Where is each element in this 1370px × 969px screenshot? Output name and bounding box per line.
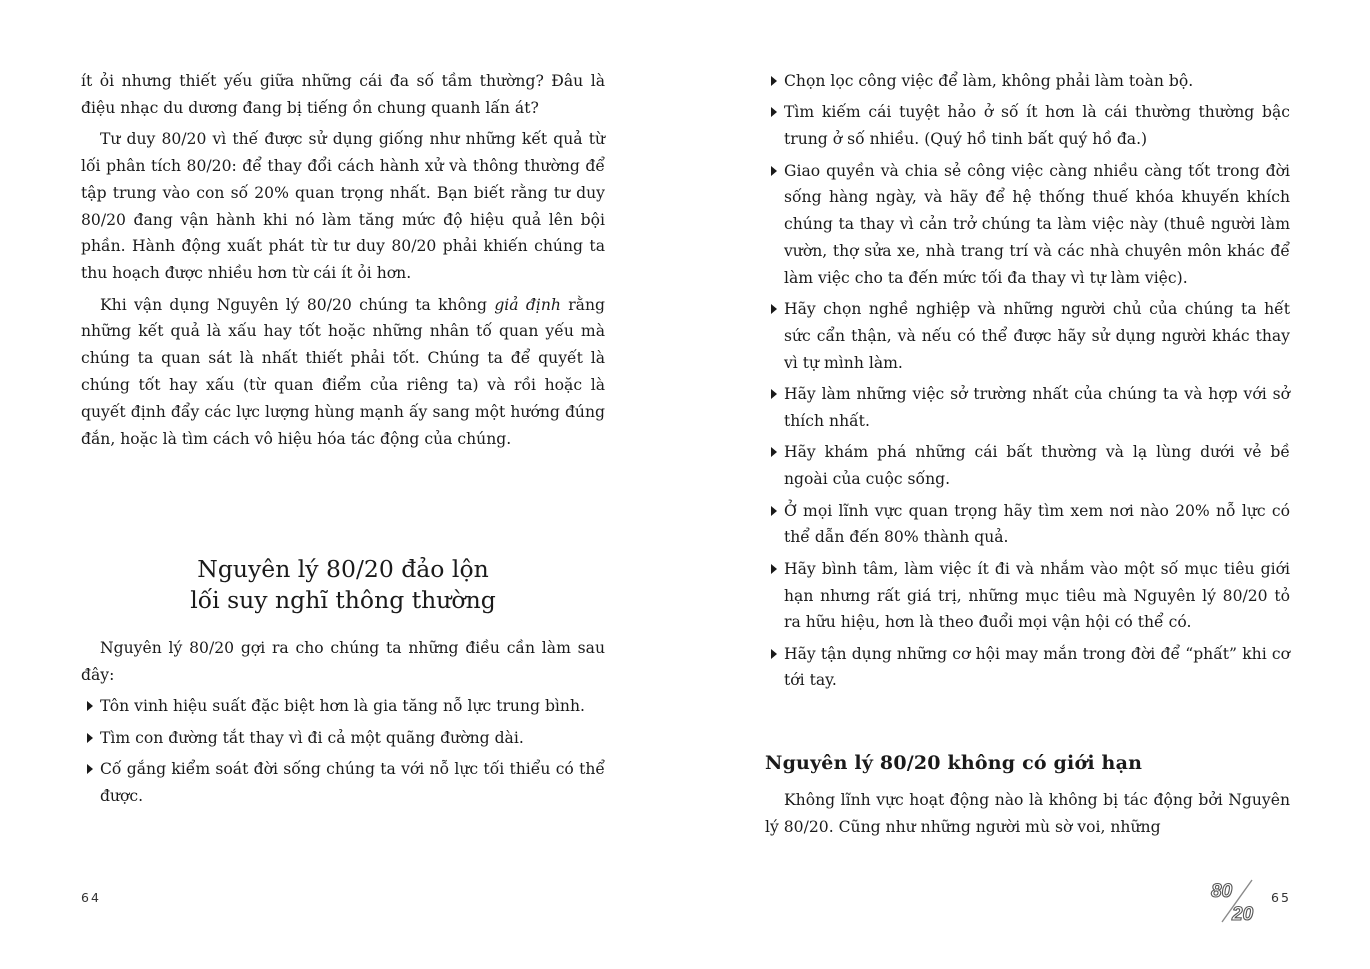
bullet-text: Hãy chọn nghề nghiệp và những người chủ của chúng ta hết sức cẩn thận, và nếu có thể được hãy sử dụng người khác thay vì tự mình làm.	[784, 300, 1290, 372]
triangle-bullet-icon	[771, 107, 777, 117]
paragraph-3-start: Khi vận dụng Nguyên lý 80/20 chúng ta không	[100, 295, 495, 314]
paragraph-3-emphasis: giả định	[494, 295, 561, 314]
intro-paragraph: Nguyên lý 80/20 gợi ra cho chúng ta những điều cần làm sau đây:	[81, 639, 605, 684]
bullet-item	[81, 693, 605, 720]
bullet-item	[765, 498, 1290, 552]
bullet-text: Hãy làm những việc sở trường nhất của chúng ta và hợp với sở thích nhất.	[784, 385, 1290, 430]
triangle-bullet-icon	[87, 701, 93, 711]
bullet-item	[81, 756, 605, 810]
right-bullet-list	[765, 68, 1290, 694]
bullet-item	[765, 381, 1290, 435]
left-top-text	[81, 68, 605, 452]
triangle-bullet-icon	[771, 166, 777, 176]
bullet-item	[765, 556, 1290, 636]
triangle-bullet-icon	[771, 506, 777, 516]
bullet-item	[765, 68, 1290, 95]
section-title-line-1: Nguyên lý 80/20 đảo lộn	[197, 555, 489, 583]
left-bottom-text	[81, 635, 605, 810]
triangle-bullet-icon	[87, 733, 93, 743]
paragraph-3	[81, 292, 605, 453]
bullet-text: Tìm kiếm cái tuyệt hảo ở số ít hơn là cái thường thường bậc trung ở số nhiều. (Quý hồ tinh bất quý hồ đa.)	[784, 103, 1290, 149]
triangle-bullet-icon	[771, 389, 777, 399]
triangle-bullet-icon	[771, 304, 777, 314]
paragraph-2: Tư duy 80/20 vì thế được sử dụng giống như những kết quả từ lối phân tích 80/20: để thay đổi cách hành xử và thông thường để tập trung vào con số 20% quan trọng nhất. Bạn biết rằng tư duy 80/20 đang vận hành khi nó làm tăng mức độ hiệu quả lên bội phần. Hành động xuất phát từ tư duy 80/20 phải khiến chúng ta thu hoạch được nhiều hơn từ cái ít ỏi hơn.	[81, 130, 605, 283]
bullet-text: Cố gắng kiểm soát đời sống chúng ta với nỗ lực tối thiểu có thể được.	[100, 759, 605, 805]
bullet-item	[765, 641, 1290, 695]
triangle-bullet-icon	[771, 564, 777, 574]
section-title-line-2: lối suy nghĩ thông thường	[190, 585, 496, 614]
triangle-bullet-icon	[771, 76, 777, 86]
page-number-left: 64	[81, 890, 101, 905]
bullet-item	[765, 296, 1290, 376]
paragraph-3-end: rằng những kết quả là xấu hay tốt hoặc những nhân tố quan yếu mà chúng ta quan sát là nhất thiết phải tốt. Chúng ta để quyết là chúng tốt hay xấu (từ quan điểm của riêng ta) và rồi hoặc là quyết định đẩy các lực lượng hùng mạnh ấy sang một hướng đúng đắn, hoặc là tìm cách vô hiệu hóa tác động của chúng.	[81, 295, 606, 448]
bullet-item	[765, 158, 1290, 292]
bullet-text: Chọn lọc công việc để làm, không phải làm toàn bộ.	[784, 72, 1194, 90]
bullet-text: Tìm con đường tắt thay vì đi cả một quãng đường dài.	[100, 728, 524, 747]
bullet-item	[765, 439, 1290, 493]
bullet-item	[765, 99, 1290, 153]
bullet-text: Hãy bình tâm, làm việc ít đi và nhắm vào một số mục tiêu giới hạn nhưng rất giá trị, những mục tiêu mà Nguyên lý 80/20 tỏ ra hữu hiệu, hơn là theo đuổi mọi vận hội có thể có.	[784, 559, 1290, 632]
subheading: Nguyên lý 80/20 không có giới hạn	[765, 752, 1143, 774]
logo-top-number: 80	[1211, 881, 1233, 902]
left-bullet-list	[81, 693, 605, 809]
right-bottom-text	[765, 787, 1290, 841]
logo-bottom-number: 20	[1232, 904, 1254, 924]
section-title	[81, 554, 605, 615]
triangle-bullet-icon	[771, 447, 777, 457]
book-logo-80-20	[1208, 878, 1264, 924]
page-number-right: 65	[1271, 890, 1291, 905]
bullet-text: Ở mọi lĩnh vực quan trọng hãy tìm xem nơi nào 20% nỗ lực có thể dẫn đến 80% thành quả.	[784, 501, 1290, 547]
closing-paragraph: Không lĩnh vực hoạt động nào là không bị tác động bởi Nguyên lý 80/20. Cũng như những người mù sờ voi, những	[765, 791, 1290, 836]
bullet-text: Hãy khám phá những cái bất thường và lạ lùng dưới vẻ bề ngoài của cuộc sống.	[784, 443, 1290, 489]
bullet-text: Giao quyền và chia sẻ công việc càng nhiều càng tốt trong đời sống hàng ngày, và hãy để hệ thống thuế khóa khuyến khích chúng ta thay vì cản trở chúng ta làm việc này (thuê người làm vườn, thợ sửa xe, nhà trang trí và các nhà chuyên môn khác để làm việc cho ta đến mức tối đa thay vì tự làm việc).	[784, 161, 1290, 287]
bullet-item	[81, 725, 605, 752]
paragraph-1: ít ỏi nhưng thiết yếu giữa những cái đa số tầm thường? Đâu là điệu nhạc du dương đang bị tiếng ồn chung quanh lấn át?	[81, 72, 605, 117]
bullet-text: Hãy tận dụng những cơ hội may mắn trong đời để “phất” khi cơ tới tay.	[784, 644, 1290, 690]
triangle-bullet-icon	[771, 649, 777, 659]
bullet-text: Tôn vinh hiệu suất đặc biệt hơn là gia tăng nỗ lực trung bình.	[100, 697, 585, 716]
triangle-bullet-icon	[87, 764, 93, 774]
